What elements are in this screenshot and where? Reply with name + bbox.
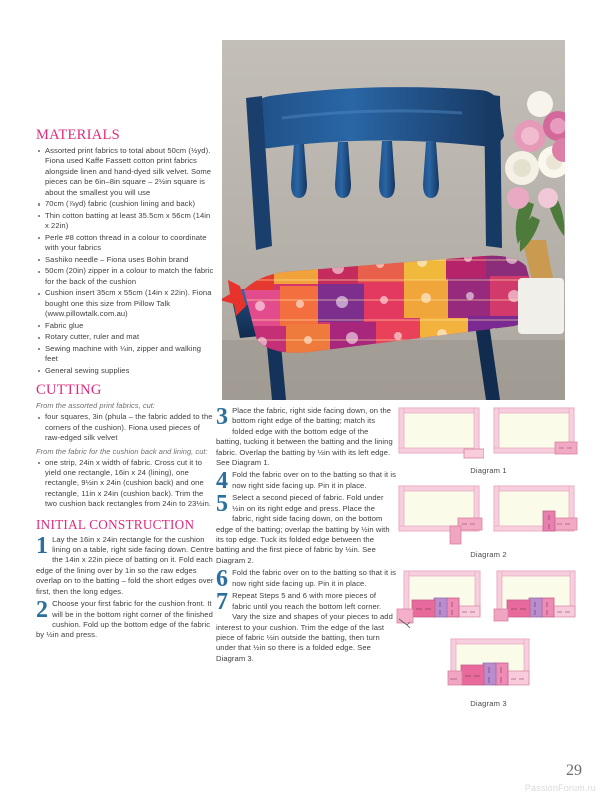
cutting-list-2 [36,458,216,510]
diagram-3-row-top [396,567,581,631]
step-number: 2 [36,599,49,624]
step-number: 4 [216,470,229,492]
page-number: 29 [566,762,582,779]
diagram-2-figure-a [396,482,484,546]
step-text: Choose your first fabric for the cushion front. It will be in the bottom right corner of the finished cushion. Fold up the bottom edge of the fabric by ½in and press. [36,599,213,640]
diagram-3-row-bottom [396,635,581,695]
step-text: Fold the fabric over on to the batting so that it is now right side facing up. Pin it in place. [232,470,396,490]
list-item: Rotary cutter, ruler and mat [36,332,216,342]
hero-photo [222,40,565,400]
list-item: four squares, 3in (phula – the fabric added to the corners of the cushion). Fiona used pieces of raw-edged silk velvet [36,412,216,443]
materials-list [36,146,216,376]
list-item: General sewing supplies [36,366,216,376]
construction-heading: INITIAL CONSTRUCTION [36,516,195,532]
list-item: Cushion insert 35cm x 55cm (14in x 22in). Fiona bought one this size from Pillow Talk (www.pillowtalk.com.au) [36,288,216,319]
list-item: Sashiko needle – Fiona uses Bohin brand [36,255,216,265]
watermark: PassionForum.ru [524,783,596,793]
diagram-1-caption: Diagram 1 [470,466,507,475]
diagram-1-figure-a [396,404,484,462]
diagram-1-row [396,404,581,462]
step-6 [216,568,396,589]
diagram-2-block [396,482,581,560]
materials-heading: MATERIALS [36,127,120,143]
step-number: 6 [216,568,229,590]
cutting-intro-2: From the fabric for the cushion back and lining, cut: [36,446,208,456]
list-item: one strip, 24in x width of fabric. Cross cut it to yield one rectangle, 16in x 24 (lining), one rectangle, 9½in x 24in (cushion back) and one rectangle, 11in x 24in (cushion back). Trim the two cushion back rectangles from 24in to 23½in. [36,458,216,510]
column-middle [216,404,396,664]
diagram-1-block [396,404,581,476]
cutting-heading: CUTTING [36,382,102,399]
step-3 [216,406,396,468]
cutting-intro-1: From the assorted print fabrics, cut: [36,401,156,411]
diagram-3-block [396,567,581,709]
step-text: Place the fabric, right side facing down, on the bottom right edge of the batting; match its folded edge with the bottom edge of the batting, tucking it between the batting and the lining fabric. Overlap the batting by ½in with its left edge. See Diagram 1. [216,406,393,468]
step-number: 3 [216,406,229,430]
step-text: Repeat Steps 5 and 6 with more pieces of fabric until you reach the bottom left corner. Vary the size and shapes of your pieces to add interest to your cushion. Trim the edge of the last piece of fabric ½in outside the batting, then turn under that ½in so there is a folded edge. See Diagram 3. [216,591,393,663]
list-item: Sewing machine with ¼in, zipper and walking feet [36,344,216,365]
diagram-3-figure-c [445,635,533,695]
diagram-3-caption: Diagram 3 [470,698,507,708]
diagram-2-figure-b [491,482,579,546]
list-item: Thin cotton batting at least 35.5cm x 56cm (14in x 22in) [36,211,216,232]
list-item: Assorted print fabrics to total about 50cm (½yd). Fiona used Kaffe Fassett cotton print fabrics alongside linen and hand-dyed silk velvet. Some pieces can be 6in–8in square – 2½in square is about the smallest you will use [36,146,216,198]
diagram-3-figure-a [396,567,484,631]
list-item: Perle #8 cotton thread in a colour to coordinate with your fabrics [36,233,216,254]
hero-photo-illustration [222,40,565,400]
cutting-list-1 [36,412,216,443]
step-5 [216,493,396,566]
step-text: Select a second pieced of fabric. Fold under ½in on its right edge and press. Place the fabric, right side facing down, on the bottom edge of the batting; overlap the batting by ½in with its top edge. Tuck its folded edge between the batting and the first piece of fabric by ½in. See Diagram 2. [216,493,390,565]
step-number: 1 [36,534,49,559]
diagram-2-row [396,482,581,546]
step-text: Fold the fabric over on to the batting so that it is now right side facing up. Pin it in place. [232,568,396,588]
list-item: Fabric glue [36,321,216,331]
column-right-diagrams [396,404,581,715]
step-number: 7 [216,591,229,616]
step-number: 5 [216,493,229,518]
list-item: 50cm (20in) zipper in a colour to match the fabric for the back of the cushion [36,266,216,287]
diagram-3-figure-b [491,567,579,631]
step-7 [216,591,396,664]
list-item: 70cm (⅞yd) fabric (cushion lining and back) [36,199,216,209]
step-2 [36,599,216,641]
step-text: Lay the 16in x 24in rectangle for the cushion lining on a table, right side facing down. Centre the 14in x 22in piece of batting on it. Fold each edge of the lining over by 1in so the raw edges overlap on to the batting – fold the short edges over first, then the long edges. [36,534,214,596]
column-left [36,128,216,641]
step-1 [36,535,216,597]
diagram-2-caption: Diagram 2 [470,550,507,560]
diagram-1-figure-b [491,404,579,462]
step-4 [216,470,396,491]
